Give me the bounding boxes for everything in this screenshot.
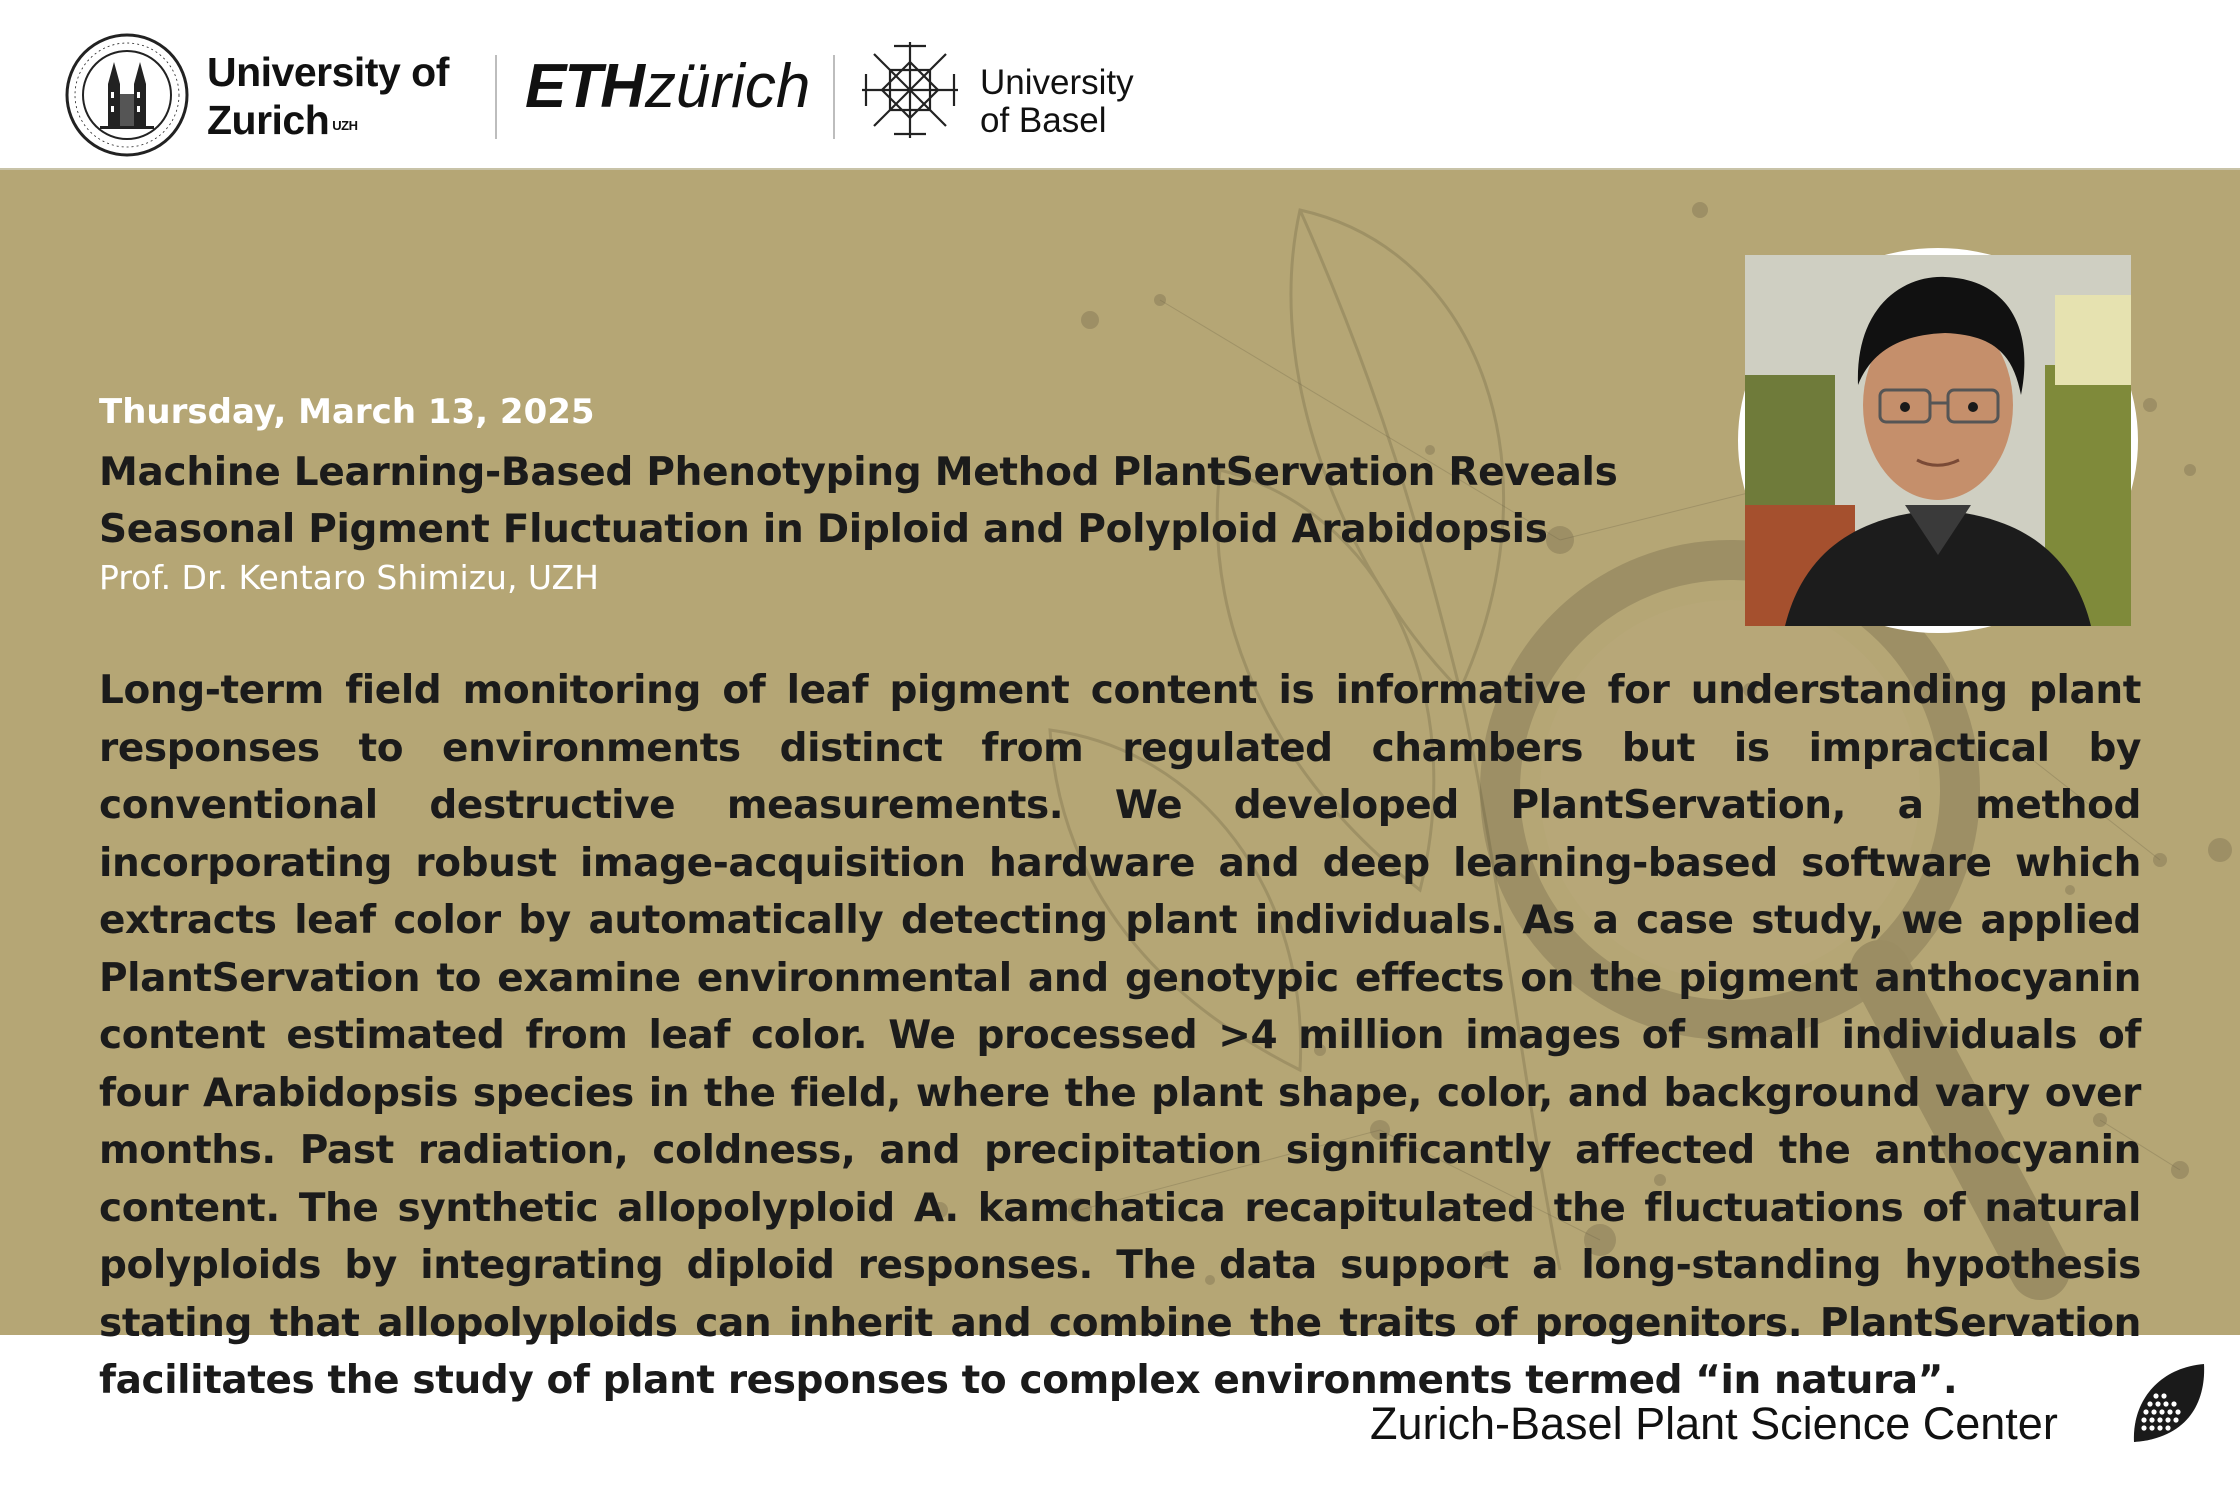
event-speaker: Prof. Dr. Kentaro Shimizu, UZH: [99, 558, 599, 597]
event-panel: [0, 168, 2240, 1403]
uzh-seal-icon: [64, 32, 190, 158]
speaker-portrait: [1738, 248, 2138, 633]
eth-light: zürich: [645, 52, 811, 121]
basel-line1: University: [980, 63, 1134, 102]
uzh-wordmark: [207, 48, 449, 144]
header-divider: [495, 55, 497, 139]
eth-bold: ETH: [525, 52, 643, 121]
event-date: Thursday, March 13, 2025: [99, 392, 595, 432]
header-divider: [833, 55, 835, 139]
uzh-line2: Zurich: [207, 97, 330, 143]
portrait-image: [1745, 255, 2131, 626]
event-title: Machine Learning-Based Phenotyping Method PlantServation Reveals Seasonal Pigment Fluctuation in Diploid and Polyploid Arabidopsis: [99, 450, 1618, 552]
basel-wordmark: [980, 64, 1134, 140]
uzh-line1: University of: [207, 49, 449, 95]
event-abstract: Long-term field monitoring of leaf pigment content is informative for understanding plant responses to environments distinct from regulated chambers but is impractical by conventional destructive measurements. We developed PlantServation, a method incorporating robust image-acquisition hardware and deep learning-based software which extracts leaf color by automatically detecting plant individuals. As a case study, we applied PlantServation to examine environmental and genotypic effects on the pigment anthocyanin content estimated from leaf color. We processed >4 million images of small individuals of four Arabidopsis species in the field, where the plant shape, color, and background vary over months. Past radiation, coldness, and precipitation significantly affected the anthocyanin content. The synthetic allopolyploid A. kamchatica recapitulated the fluctuations of natural polyploids by integrating diploid responses. The data support a long-standing hypothesis stating that allopolyploids can inherit and combine the traits of progenitors. PlantServation facilitates the study of plant responses to complex environments termed “in natura”.: [99, 668, 2141, 1403]
logo-header: [0, 0, 2240, 168]
eth-wordmark: [525, 52, 810, 122]
basel-line2: of Basel: [980, 101, 1107, 140]
basel-star-icon: [860, 40, 960, 140]
plant-science-center-leaf-icon: [2128, 1362, 2208, 1446]
plant-science-center-name: Zurich-Basel Plant Science Center: [1370, 1398, 2058, 1449]
uzh-superscript: UZH: [332, 118, 358, 133]
